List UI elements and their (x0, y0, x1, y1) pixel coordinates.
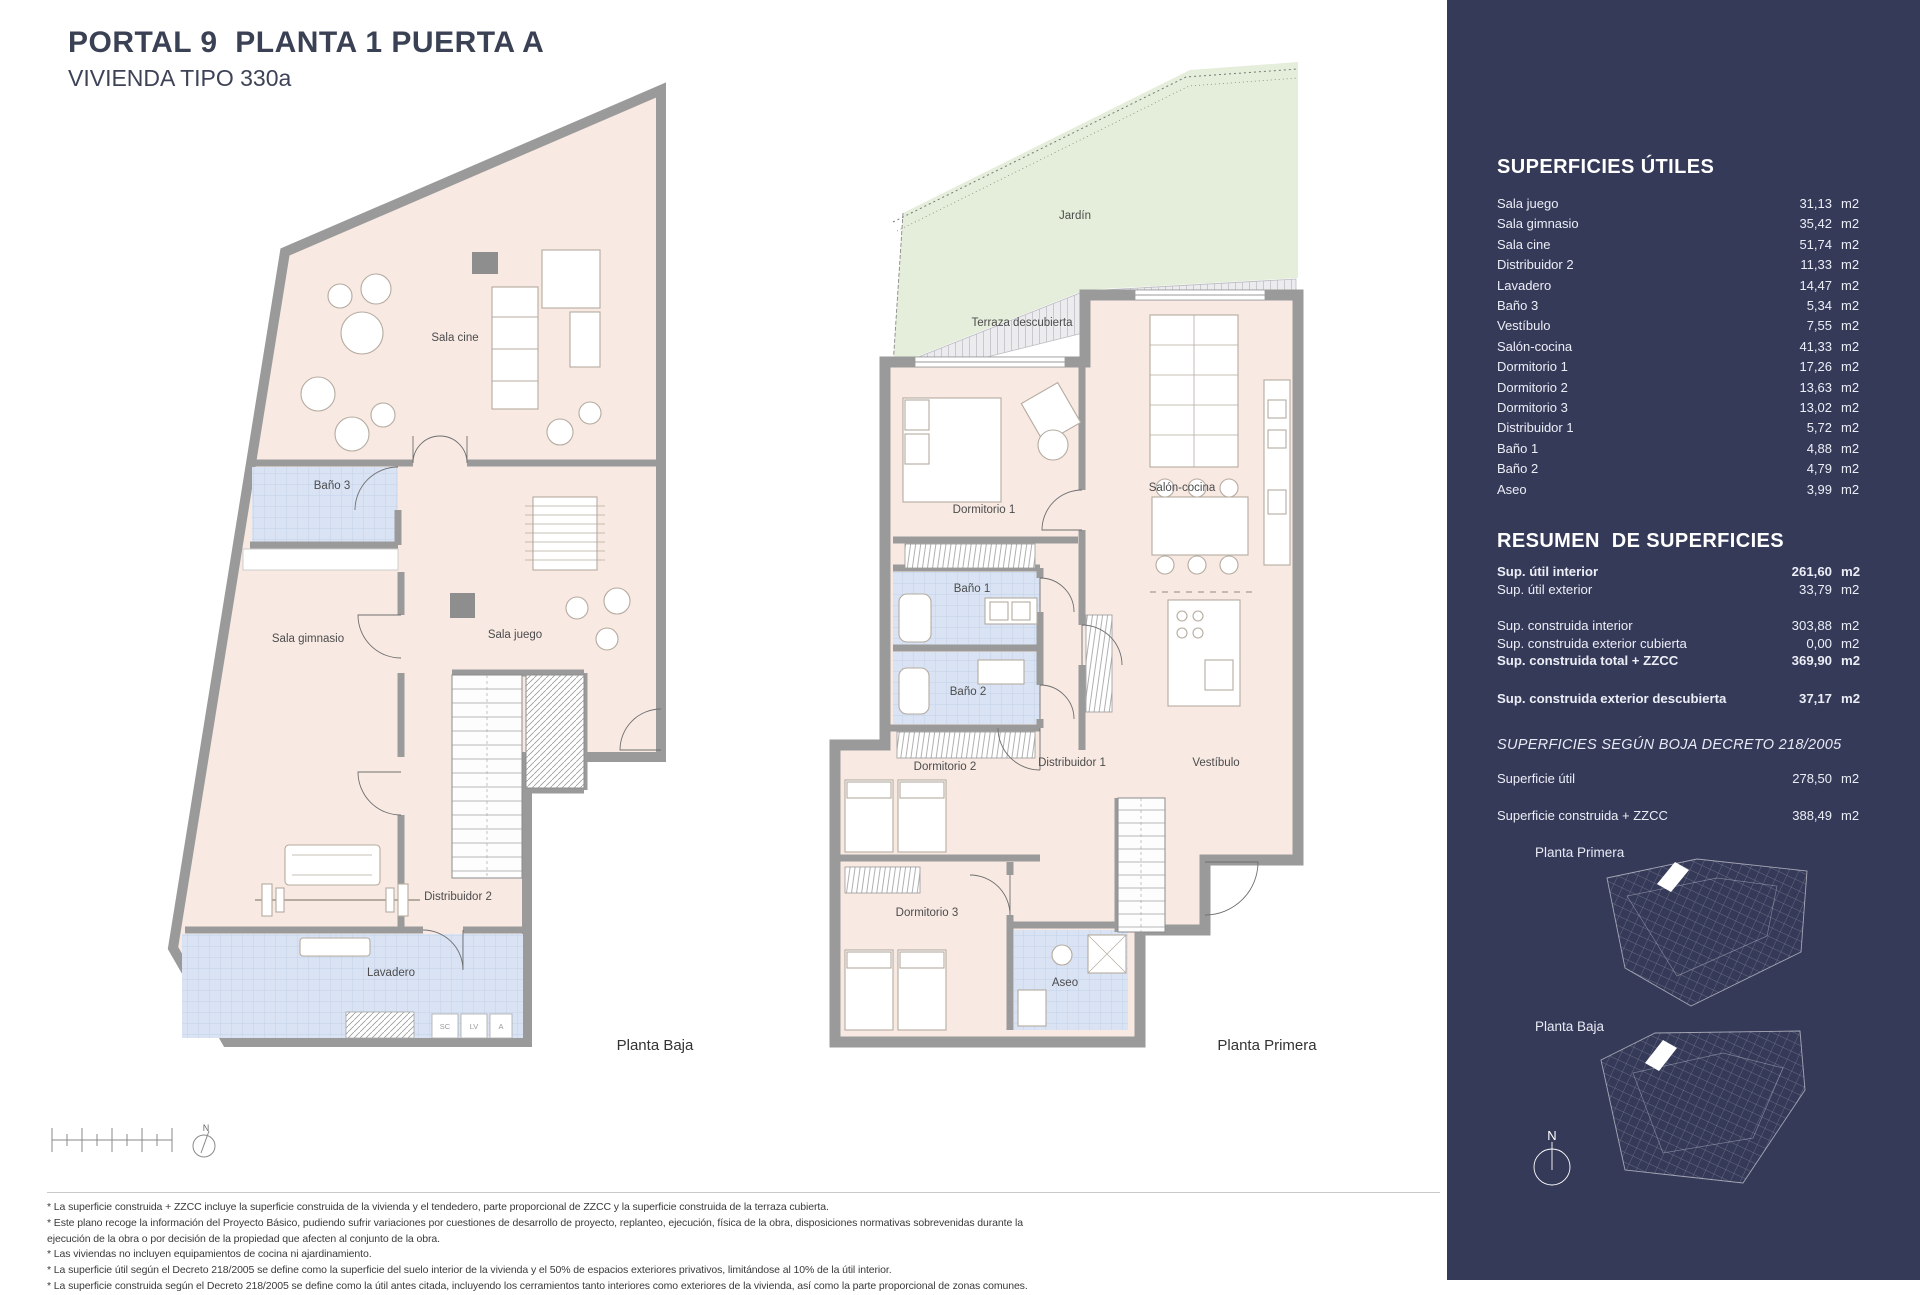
room-label-bano-2: Baño 2 (949, 686, 987, 698)
surface-row: Dormitorio 2 13,63 m2 (1497, 379, 1860, 395)
superficies-utiles-table (1497, 194, 1863, 500)
surface-row: Distribuidor 1 5,72 m2 (1497, 420, 1860, 436)
surface-row: Salón-cocina 41,33 m2 (1497, 338, 1860, 354)
caption-planta-primera: Planta Primera (1217, 1037, 1317, 1054)
summary-row: Sup. útil interior 261,60 m2 (1497, 564, 1861, 579)
room-label-aseo: Aseo (1051, 977, 1079, 989)
appliance-label-sc: SC (439, 1022, 451, 1031)
resumen-group-construida (1497, 617, 1863, 670)
room-label-terraza: Terraza descubierta (971, 317, 1073, 329)
boja-title: SUPERFICIES SEGÚN BOJA DECRETO 218/2005 (1497, 737, 1842, 753)
page-title: PORTAL 9 PLANTA 1 PUERTA A (68, 26, 545, 59)
surface-row: Dormitorio 1 17,26 m2 (1497, 359, 1860, 375)
surface-row: Sala gimnasio 35,42 m2 (1497, 216, 1860, 232)
appliance-label-a: A (498, 1022, 504, 1031)
resumen-group-descubierta (1497, 690, 1863, 708)
superficies-utiles-title: SUPERFICIES ÚTILES (1497, 156, 1715, 178)
surface-row: Aseo 3,99 m2 (1497, 481, 1860, 497)
room-label-bano-1: Baño 1 (953, 583, 991, 595)
room-label-bano-3: Baño 3 (313, 480, 351, 492)
room-label-dormitorio-1: Dormitorio 1 (952, 504, 1016, 516)
appliance-label-lv: LV (469, 1022, 479, 1031)
room-label-distribuidor-2: Distribuidor 2 (424, 891, 492, 903)
keymap-primera-label: Planta Primera (1535, 845, 1625, 860)
footnote: * Este plano recoge la información del Proyecto Básico, pudiendo sufrir variaciones por cuestiones de desarrollo de proyecto, replanteo, ejecución, física de la obra, disposiciones normativas sobrevenidas durante la ejecución de la obra o por decisión de la propiedad que afecten al conjunto de la obra. (47, 1216, 1023, 1245)
surface-row: Sala cine 51,74 m2 (1497, 236, 1860, 252)
footnotes (47, 1200, 1049, 1295)
room-label-vestibulo: Vestíbulo (1192, 757, 1240, 769)
stairs (452, 675, 584, 878)
surface-row: Baño 1 4,88 m2 (1497, 440, 1860, 456)
resumen-title: RESUMEN DE SUPERFICIES (1497, 530, 1785, 552)
surface-row: Sala juego 31,13 m2 (1497, 196, 1860, 211)
resumen-group-util (1497, 563, 1863, 598)
page-subtitle: VIVIENDA TIPO 330a (68, 65, 292, 91)
sidebar-north-compass-icon (1523, 1122, 1593, 1202)
surface-row: Baño 2 4,79 m2 (1497, 461, 1860, 477)
summary-row: Sup. construida interior 303,88 m2 (1497, 618, 1860, 633)
plan-planta-baja (173, 90, 694, 1054)
summary-row: Sup. construida exterior descubierta 37,17 m2 (1497, 691, 1861, 706)
surface-row: Baño 3 5,34 m2 (1497, 298, 1860, 314)
plan-planta-primera (835, 62, 1317, 1054)
surface-row: Distribuidor 2 11,33 m2 (1497, 257, 1860, 273)
room-label-dormitorio-3: Dormitorio 3 (895, 907, 959, 919)
room-label-jardin: Jardín (1059, 210, 1091, 222)
summary-row: Sup. construida total + ZZCC 369,90 m2 (1497, 653, 1861, 669)
footnote: * La superficie construida + ZZCC incluye la superficie construida de la vivienda y el tendedero, parte proporcional de ZZCC y la superficie construida de la terraza cubierta. (47, 1201, 829, 1213)
summary-row: Sup. construida exterior cubierta 0,00 m2 (1497, 635, 1860, 651)
footnote: * La superficie construida según el Decreto 218/2005 se define como la útil antes citada, incluyendo los cerramientos tanto interiores como exteriores de la vivienda, así como la parte proporcional de zonas comunes. (47, 1279, 1028, 1292)
surface-row: Dormitorio 3 13,02 m2 (1497, 400, 1860, 416)
summary-row: Sup. útil exterior 33,79 m2 (1497, 581, 1860, 597)
keymap-planta-baja (1593, 1028, 1811, 1186)
north-label: N (202, 1123, 210, 1133)
footnote: * La superficie útil según el Decreto 218/2005 se define como la superficie del suelo interior de la vivienda y el 50% de espacios exteriores privativos, limitándose al 10% de la útil interior. (47, 1264, 892, 1277)
room-label-sala-gimnasio: Sala gimnasio (271, 633, 345, 645)
footnote-divider (47, 1192, 1440, 1193)
surface-row: Lavadero 14,47 m2 (1497, 277, 1860, 293)
surface-row: Vestíbulo 7,55 m2 (1497, 318, 1860, 334)
keymap-planta-primera (1597, 856, 1812, 1008)
summary-sidebar (1447, 0, 1920, 1280)
caption-planta-baja: Planta Baja (616, 1037, 694, 1054)
room-label-sala-cine: Sala cine (431, 332, 479, 344)
room-label-lavadero: Lavadero (367, 967, 415, 979)
stairs-primera (1118, 798, 1165, 932)
footnote: * Las viviendas no incluyen equipamientos de cocina ni ajardinamiento. (47, 1248, 372, 1261)
boja-row: Superficie útil 278,50 m2 (1497, 771, 1860, 786)
sidebar-north-label: N (1547, 1128, 1557, 1143)
room-label-sala-juego: Sala juego (487, 629, 543, 641)
room-label-distribuidor-1: Distribuidor 1 (1038, 757, 1106, 769)
north-compass-icon (193, 1123, 215, 1157)
room-label-salon-cocina: Salón-cocina (1148, 482, 1216, 494)
room-label-dormitorio-2: Dormitorio 2 (913, 761, 977, 773)
scale-bar (52, 1128, 172, 1152)
keymap-baja-label: Planta Baja (1535, 1019, 1605, 1034)
boja-row: Superficie construida + ZZCC 388,49 m2 (1497, 808, 1860, 823)
